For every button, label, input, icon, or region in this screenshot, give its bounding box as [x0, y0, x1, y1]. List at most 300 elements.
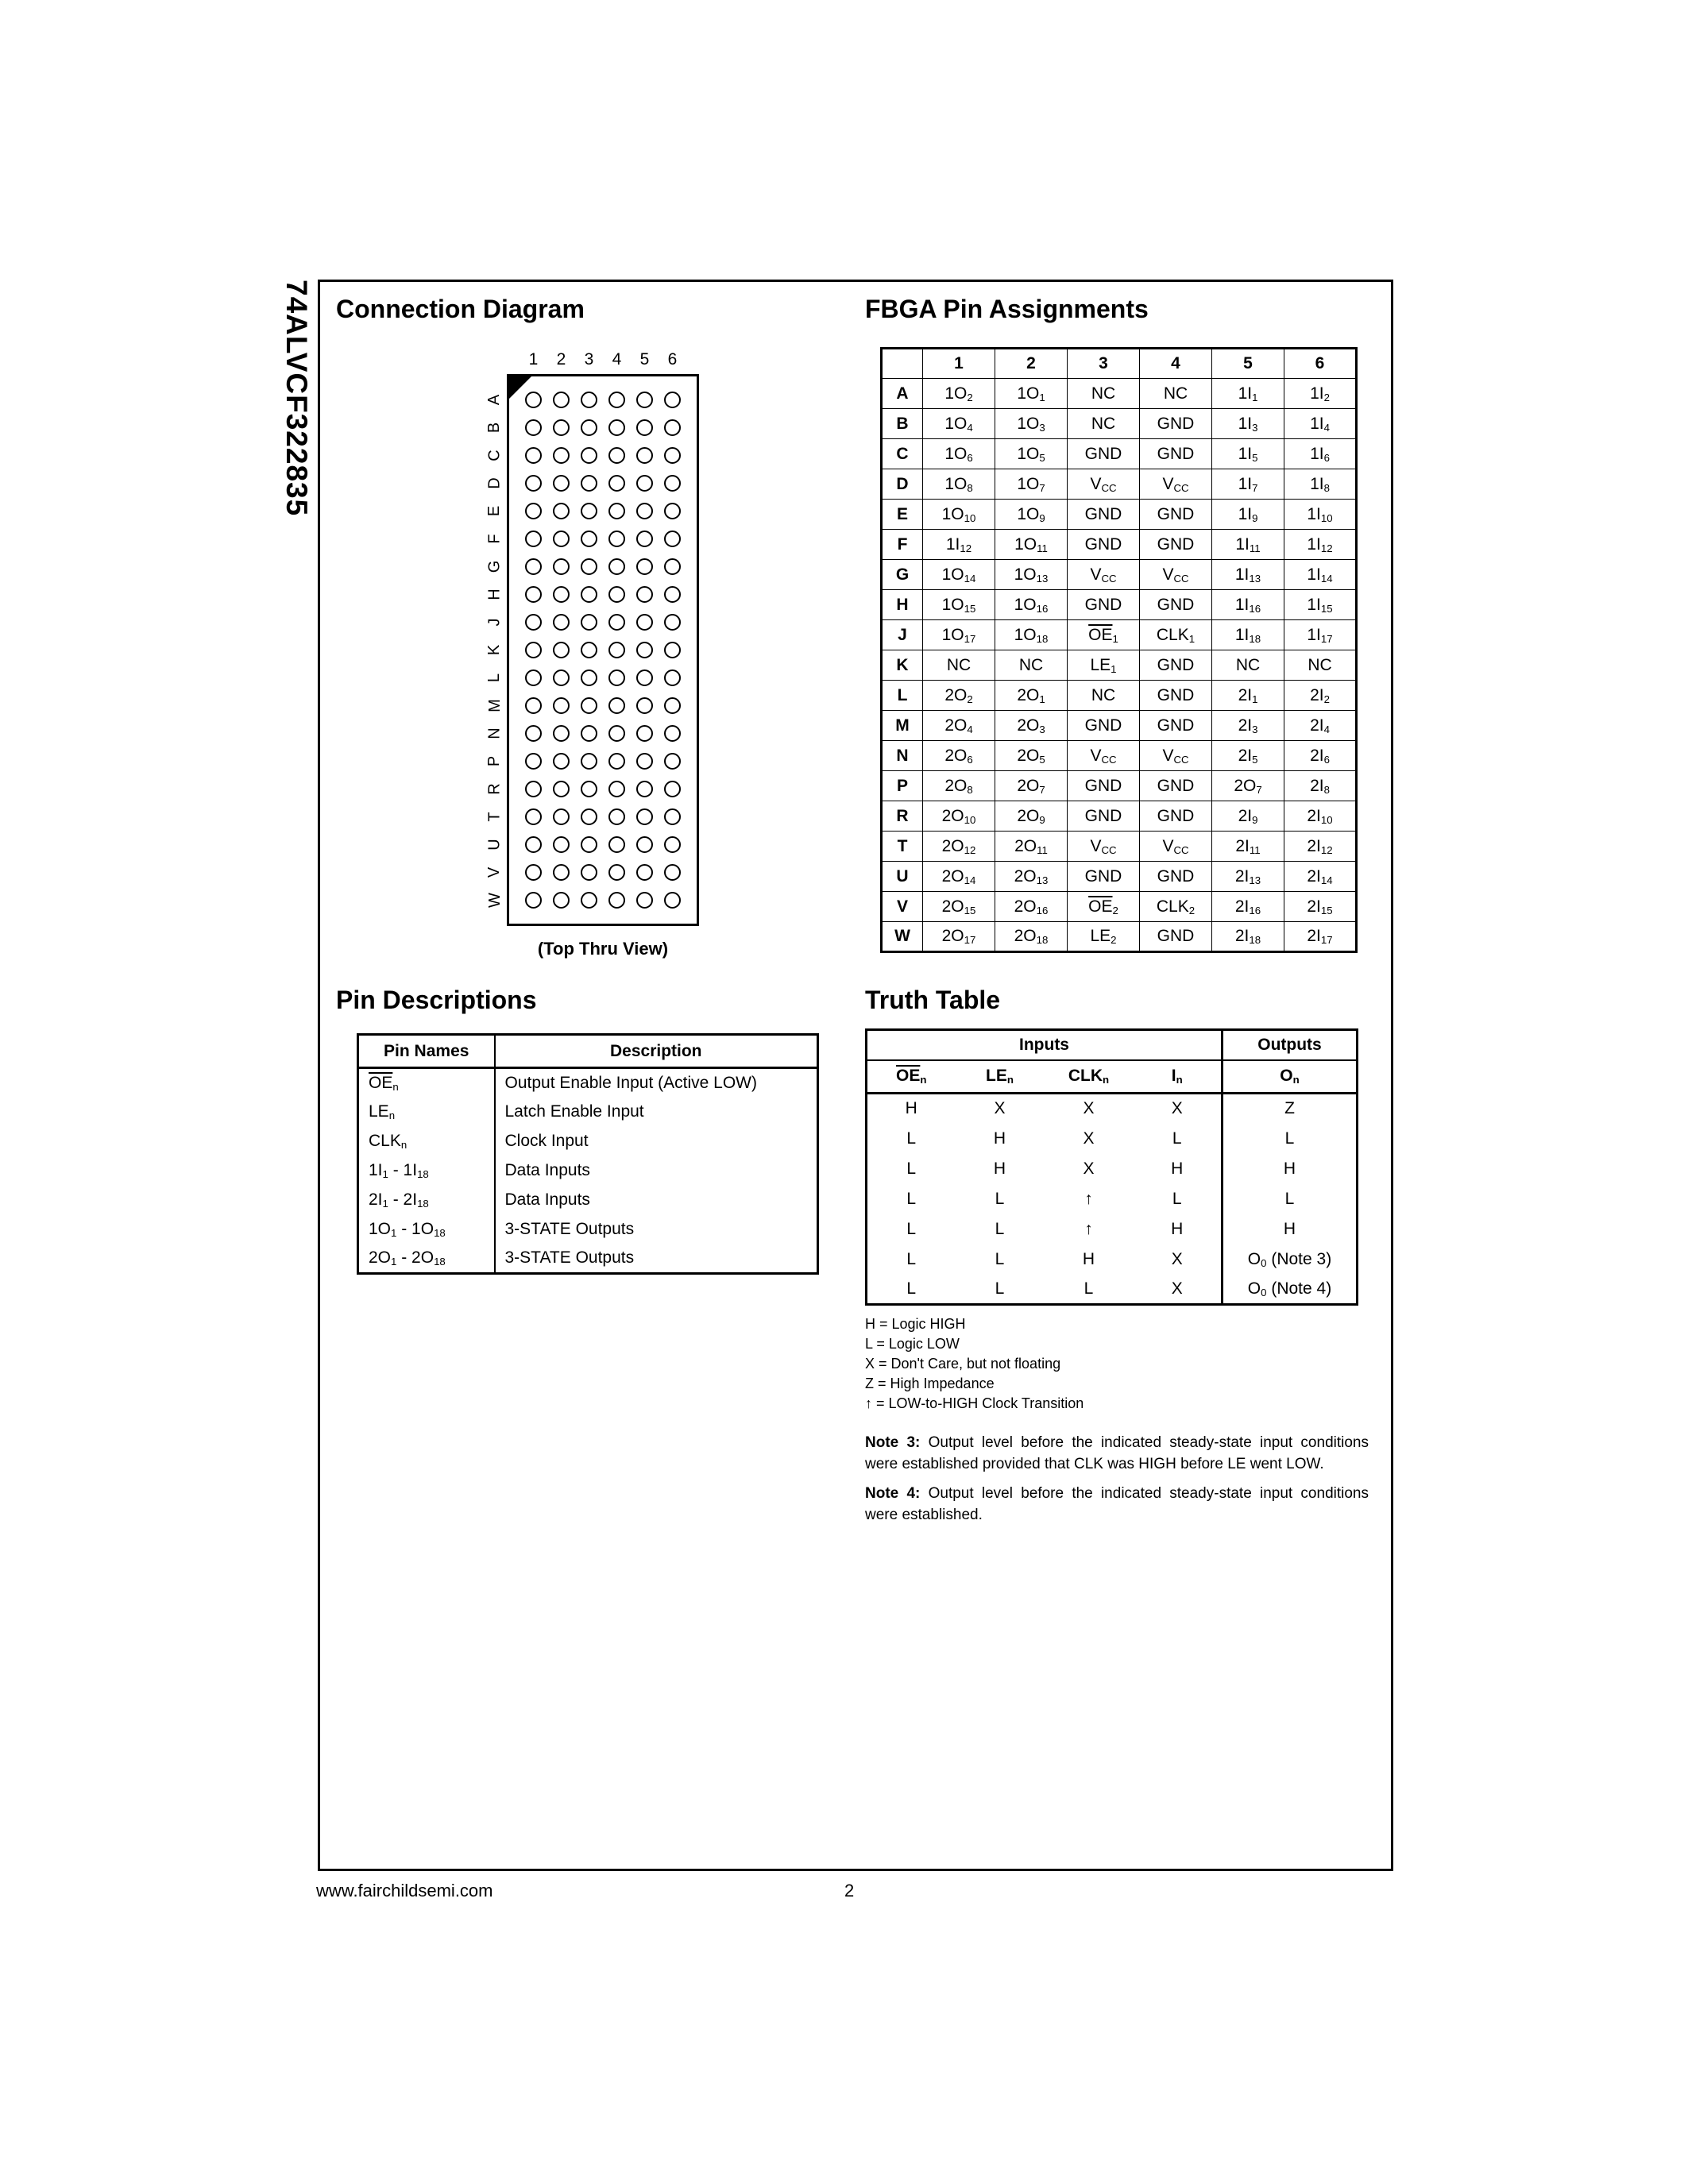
truth-table-body [867, 1094, 1358, 1305]
fbga-cell: $2O_{17}$ [923, 922, 995, 952]
ball-cell [520, 497, 547, 525]
solder-ball [525, 669, 542, 686]
fbga-cell: $1O_6$ [923, 439, 995, 469]
fbga-row-label: F [882, 530, 923, 560]
solder-ball [608, 614, 625, 631]
ball-cell [575, 775, 603, 803]
truth-cell: L [1172, 1129, 1182, 1148]
ball-cell [603, 720, 631, 747]
truth-table-title: Truth Table [865, 986, 1001, 1014]
fbga-cell: GND [1140, 650, 1212, 681]
ball-cell [603, 497, 631, 525]
fbga-row-label: J [882, 620, 923, 650]
pin-table [357, 1033, 819, 1275]
fbga-cell: $2O_6$ [923, 741, 995, 771]
row-label-text: A [485, 394, 504, 406]
fbga-cell: GND [1140, 801, 1212, 832]
ball-cell [520, 581, 547, 608]
ball-cell [631, 692, 659, 720]
solder-ball [636, 447, 653, 464]
ball-cell [575, 469, 603, 497]
solder-ball [525, 614, 542, 631]
fbga-row-label: K [882, 650, 923, 681]
solder-ball [664, 558, 681, 575]
column-label: 5 [639, 350, 650, 369]
fbga-cell: $LE_2$ [1068, 922, 1140, 952]
fbga-column-header: 1 [923, 349, 995, 379]
fbga-row [882, 681, 1357, 711]
ball-cell [520, 525, 547, 553]
solder-ball [664, 419, 681, 436]
pin-row [358, 1098, 818, 1127]
truth-table-group-header-row [867, 1030, 1358, 1060]
ball-cell [547, 831, 575, 859]
truth-row [867, 1214, 1358, 1244]
fbga-cell: GND [1068, 771, 1140, 801]
ball-cell [547, 636, 575, 664]
row-label [483, 803, 507, 831]
solder-ball [525, 836, 542, 853]
solder-ball [608, 447, 625, 464]
row-label [483, 386, 507, 414]
fbga-cell: $1I_{10}$ [1284, 500, 1357, 530]
ball-cell [603, 525, 631, 553]
fbga-cell: $1O_{11}$ [995, 530, 1068, 560]
pin-name: $1I_1 - 1I_{18}$ [358, 1156, 495, 1186]
ball-cell [659, 803, 686, 831]
fbga-row-label: U [882, 862, 923, 892]
solder-ball [581, 558, 597, 575]
ball-cell [659, 720, 686, 747]
fbga-cell: $1O_{10}$ [923, 500, 995, 530]
fbga-cell: $2O_8$ [923, 771, 995, 801]
ball-cell [520, 636, 547, 664]
solder-ball [553, 669, 570, 686]
fbga-cell: $1O_{15}$ [923, 590, 995, 620]
truth-cell: X [1083, 1129, 1095, 1148]
ball-cell [603, 414, 631, 442]
truth-cell: ↑ [1084, 1219, 1093, 1238]
fbga-cell: $2O_{13}$ [995, 862, 1068, 892]
ball-cell [547, 747, 575, 775]
solder-ball [525, 808, 542, 825]
solder-ball [581, 697, 597, 714]
solder-ball [525, 475, 542, 492]
solder-ball [664, 392, 681, 408]
row-label-text: J [485, 618, 504, 627]
ball-cell [575, 553, 603, 581]
solder-ball [553, 447, 570, 464]
solder-ball [525, 419, 542, 436]
solder-ball [664, 586, 681, 603]
fbga-cell: GND [1068, 500, 1140, 530]
solder-ball [525, 531, 542, 547]
fbga-row-label: G [882, 560, 923, 590]
ball-cell [547, 775, 575, 803]
ball-cell [631, 831, 659, 859]
truth-cell: H [1223, 1214, 1358, 1244]
solder-ball [581, 503, 597, 519]
row-label-text: N [485, 727, 504, 739]
ball-cell [631, 775, 659, 803]
solder-ball [581, 614, 597, 631]
solder-ball [636, 669, 653, 686]
truth-cell: H [905, 1099, 917, 1118]
truth-column-header: $CLK_n$ [1045, 1060, 1134, 1094]
row-label [483, 831, 507, 859]
ball-cell [631, 525, 659, 553]
ball-cell [659, 414, 686, 442]
solder-ball [608, 669, 625, 686]
truth-cell: L [1223, 1184, 1358, 1214]
solder-ball [553, 558, 570, 575]
solder-ball [525, 558, 542, 575]
ball-cell [547, 803, 575, 831]
row-label [483, 747, 507, 775]
package-row [483, 374, 699, 926]
ball-cell [520, 469, 547, 497]
row-label [483, 581, 507, 608]
column-label: 6 [667, 350, 678, 369]
truth-table [865, 1028, 1358, 1306]
fbga-cell: $2I_{11}$ [1212, 832, 1284, 862]
truth-cell: X [1171, 1279, 1183, 1298]
solder-ball [664, 447, 681, 464]
ball-cell [547, 553, 575, 581]
pin-name: $\overline{OE}_n$ [358, 1068, 495, 1098]
solder-ball [608, 642, 625, 658]
ball-cell [659, 664, 686, 692]
ball-cell [603, 442, 631, 469]
solder-ball [664, 531, 681, 547]
fbga-column-header [882, 349, 923, 379]
solder-ball [553, 836, 570, 853]
fbga-cell: GND [1140, 590, 1212, 620]
fbga-cell: $1O_{13}$ [995, 560, 1068, 590]
fbga-cell: $2O_3$ [995, 711, 1068, 741]
notes [865, 1432, 1369, 1526]
fbga-cell: $2O_{11}$ [995, 832, 1068, 862]
truth-table-container [865, 1028, 1358, 1306]
fbga-cell: $2O_1$ [995, 681, 1068, 711]
ball-cell [575, 386, 603, 414]
part-number: 74ALVCF322835 [280, 280, 313, 517]
fbga-row [882, 530, 1357, 560]
solder-ball [608, 836, 625, 853]
fbga-row-label: A [882, 379, 923, 409]
pin-name: $LE_n$ [358, 1098, 495, 1127]
pin-row [358, 1156, 818, 1186]
ball-cell [520, 608, 547, 636]
fbga-cell: $2I_{16}$ [1212, 892, 1284, 922]
ball-cell [631, 636, 659, 664]
fbga-cell: GND [1140, 500, 1212, 530]
fbga-row-label: P [882, 771, 923, 801]
fbga-cell: $1O_1$ [995, 379, 1068, 409]
truth-cell: L [1223, 1124, 1358, 1154]
fbga-cell: $1I_2$ [1284, 379, 1357, 409]
solder-ball [608, 864, 625, 881]
solder-ball [608, 725, 625, 742]
fbga-row-label: C [882, 439, 923, 469]
row-label [483, 886, 507, 914]
ball-cell [603, 386, 631, 414]
solder-ball [636, 642, 653, 658]
pin-description: 3-STATE Outputs [504, 1248, 635, 1268]
truth-column-header: $\overline{OE}_n$ [867, 1060, 956, 1094]
ball-cell [631, 720, 659, 747]
fbga-cell: $1I_{12}$ [923, 530, 995, 560]
ball-cell [603, 636, 631, 664]
pin1-indicator-icon [509, 376, 531, 399]
ball-cell [603, 553, 631, 581]
fbga-row-label: B [882, 409, 923, 439]
truth-column-header: $LE_n$ [956, 1060, 1045, 1094]
fbga-cell: $2O_4$ [923, 711, 995, 741]
ball-cell [575, 692, 603, 720]
ball-cell [659, 775, 686, 803]
solder-ball [664, 836, 681, 853]
solder-ball [664, 725, 681, 742]
connection-diagram-title: Connection Diagram [336, 295, 585, 323]
fbga-cell: $CLK_2$ [1140, 892, 1212, 922]
solder-ball [636, 475, 653, 492]
ball-cell [659, 442, 686, 469]
ball-cell [547, 525, 575, 553]
pin-row [358, 1215, 818, 1244]
row-label [483, 414, 507, 442]
pin-column-header: Description [495, 1035, 818, 1068]
row-label-text: D [485, 477, 504, 489]
ball-cell [603, 859, 631, 886]
note-4-label: Note 4: [865, 1485, 921, 1502]
fbga-cell: $1I_4$ [1284, 409, 1357, 439]
ball-cell [631, 469, 659, 497]
fbga-cell: $2I_9$ [1212, 801, 1284, 832]
truth-cell: H [1082, 1249, 1095, 1268]
truth-cell: L [995, 1219, 1005, 1238]
row-label-text: K [485, 644, 504, 656]
fbga-cell: $1O_{16}$ [995, 590, 1068, 620]
fbga-cell: NC [1212, 650, 1284, 681]
ball-cell [659, 859, 686, 886]
pin-name: $2O_1 - 2O_{18}$ [358, 1244, 495, 1274]
row-label-text: C [485, 450, 504, 461]
fbga-cell: $1O_9$ [995, 500, 1068, 530]
truth-cell: $O_0$ (Note 4) [1223, 1275, 1358, 1305]
ball-cell [575, 442, 603, 469]
note-3-label: Note 3: [865, 1434, 921, 1451]
ball-cell [520, 831, 547, 859]
row-label [483, 775, 507, 803]
legend-item: X = Don't Care, but not floating [865, 1356, 1061, 1372]
ball-cell [547, 608, 575, 636]
ball-cell [520, 886, 547, 914]
fbga-cell: $1I_8$ [1284, 469, 1357, 500]
truth-cell: L [906, 1249, 917, 1268]
solder-ball [636, 558, 653, 575]
ball-cell [659, 747, 686, 775]
fbga-table-container [880, 347, 1358, 953]
pin-name: $1O_1 - 1O_{18}$ [358, 1215, 495, 1244]
pin-name: $CLK_n$ [358, 1127, 495, 1156]
solder-ball [525, 725, 542, 742]
solder-ball [525, 864, 542, 881]
row-label [483, 553, 507, 581]
solder-ball [525, 586, 542, 603]
solder-ball [525, 781, 542, 797]
fbga-cell: GND [1140, 409, 1212, 439]
fbga-cell: $1O_{17}$ [923, 620, 995, 650]
fbga-cell: $2I_{15}$ [1284, 892, 1357, 922]
fbga-cell: $2O_7$ [995, 771, 1068, 801]
fbga-row [882, 500, 1357, 530]
fbga-cell: $2O_{12}$ [923, 832, 995, 862]
truth-cell: $O_0$ (Note 3) [1223, 1244, 1358, 1275]
row-label [483, 442, 507, 469]
pin-description: Data Inputs [504, 1190, 590, 1209]
ball-cell [603, 581, 631, 608]
ball-cell [631, 886, 659, 914]
ball-cell [547, 469, 575, 497]
solder-ball [608, 586, 625, 603]
fbga-cell: NC [1068, 379, 1140, 409]
row-label [483, 525, 507, 553]
fbga-cell: GND [1140, 439, 1212, 469]
solder-ball [636, 419, 653, 436]
fbga-cell: NC [1068, 409, 1140, 439]
solder-ball [581, 864, 597, 881]
ball-cell [575, 414, 603, 442]
truth-row [867, 1124, 1358, 1154]
truth-row [867, 1275, 1358, 1305]
solder-ball [636, 697, 653, 714]
ball-cell [631, 608, 659, 636]
ball-cell [547, 581, 575, 608]
fbga-row-label: W [882, 922, 923, 952]
fbga-row-label: N [882, 741, 923, 771]
ball-cell [659, 692, 686, 720]
solder-ball [525, 503, 542, 519]
row-label [483, 664, 507, 692]
fbga-cell: $2O_{14}$ [923, 862, 995, 892]
solder-ball [636, 725, 653, 742]
fbga-row-label: E [882, 500, 923, 530]
ball-cell [520, 803, 547, 831]
ball-cell [547, 886, 575, 914]
truth-cell: L [906, 1219, 917, 1238]
solder-ball [664, 642, 681, 658]
ball-cell [603, 692, 631, 720]
solder-ball [525, 642, 542, 658]
solder-ball [553, 864, 570, 881]
fbga-row-label: T [882, 832, 923, 862]
solder-ball [581, 419, 597, 436]
fbga-cell: $1I_7$ [1212, 469, 1284, 500]
fbga-cell: GND [1068, 862, 1140, 892]
fbga-cell: $1I_{11}$ [1212, 530, 1284, 560]
ball-cell [631, 581, 659, 608]
fbga-cell: $1I_{13}$ [1212, 560, 1284, 590]
truth-cell: H [993, 1129, 1006, 1148]
fbga-cell: $2I_{17}$ [1284, 922, 1357, 952]
fbga-cell: GND [1140, 711, 1212, 741]
inputs-group-header: Inputs [867, 1030, 1223, 1060]
fbga-cell: $2O_5$ [995, 741, 1068, 771]
solder-ball [553, 614, 570, 631]
pin-name: $2I_1 - 2I_{18}$ [358, 1186, 495, 1215]
ball-cell [575, 747, 603, 775]
solder-ball [525, 892, 542, 909]
fbga-cell: NC [1068, 681, 1140, 711]
ball-cell [631, 442, 659, 469]
footer-url: www.fairchildsemi.com [316, 1881, 493, 1900]
solder-ball [581, 475, 597, 492]
fbga-cell: $1I_{16}$ [1212, 590, 1284, 620]
diagram-caption: (Top Thru View) [537, 939, 669, 959]
fbga-cell: NC [1284, 650, 1357, 681]
truth-cell: X [1171, 1099, 1183, 1118]
truth-cell: X [1171, 1249, 1183, 1268]
solder-ball [553, 808, 570, 825]
solder-ball [608, 531, 625, 547]
legend-item: H = Logic HIGH [865, 1316, 966, 1332]
fbga-cell: GND [1068, 530, 1140, 560]
row-label-text: H [485, 588, 504, 600]
solder-ball [581, 781, 597, 797]
fbga-cell: $2O_{10}$ [923, 801, 995, 832]
row-label-text: R [485, 783, 504, 795]
solder-ball [608, 892, 625, 909]
truth-cell: L [1083, 1279, 1094, 1298]
fbga-row [882, 832, 1357, 862]
solder-ball [636, 781, 653, 797]
solder-ball [664, 475, 681, 492]
fbga-cell: $1I_9$ [1212, 500, 1284, 530]
solder-ball [553, 892, 570, 909]
fbga-cell: $1O_7$ [995, 469, 1068, 500]
fbga-cell: $V_{CC}$ [1068, 469, 1140, 500]
solder-ball [525, 697, 542, 714]
pin-column-header: Pin Names [358, 1035, 495, 1068]
fbga-cell: $V_{CC}$ [1140, 832, 1212, 862]
fbga-cell: $1I_5$ [1212, 439, 1284, 469]
solder-ball [553, 475, 570, 492]
solder-ball [664, 614, 681, 631]
truth-row [867, 1244, 1358, 1275]
fbga-cell: GND [1140, 862, 1212, 892]
solder-ball [553, 781, 570, 797]
solder-ball [553, 531, 570, 547]
solder-ball [608, 697, 625, 714]
ball-cell [547, 692, 575, 720]
ball-cell [575, 859, 603, 886]
ball-cell [547, 442, 575, 469]
ball-cell [575, 831, 603, 859]
fbga-cell: $2O_{16}$ [995, 892, 1068, 922]
fbga-cell: GND [1068, 590, 1140, 620]
fbga-cell: $\overline{OE}_2$ [1068, 892, 1140, 922]
ball-cell [547, 859, 575, 886]
truth-cell: L [995, 1249, 1005, 1268]
ball-cell [575, 803, 603, 831]
row-label-text: B [485, 422, 504, 434]
pin-row [358, 1244, 818, 1274]
ball-cell [659, 636, 686, 664]
fbga-cell: $2I_{14}$ [1284, 862, 1357, 892]
fbga-cell: $2O_{18}$ [995, 922, 1068, 952]
fbga-cell: $1I_{12}$ [1284, 530, 1357, 560]
